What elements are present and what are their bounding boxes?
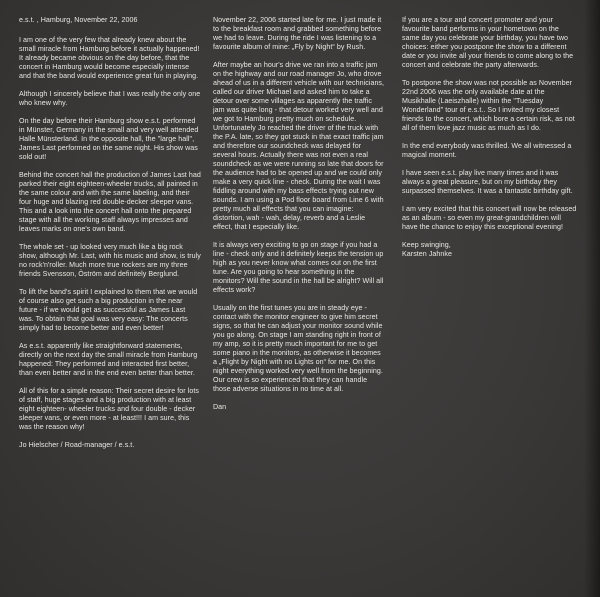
column-jo-hielscher: [19, 16, 201, 450]
paragraph: The whole set - up looked very much like a big rock show, although Mr. Last, with his music and show, is truly no rock'n'roller. Much more true rockers are my three friends Svensson, Öström and definitely Berglund.: [19, 243, 201, 278]
paragraph: Usually on the first tunes you are in steady eye - contact with the monitor engineer to give him secret signs, so that he can adjust your monitor sound while you go along. On stage I am standing right in front of my amp, so it is pretty much important for me to get some piano in the monitors, as otherwise it becomes a „Flight by Night with no Lights on“ for me. On this night everything worked very well from the beginning. Our crew is so experienced that they can handle those adverse situations in no time at all.: [213, 304, 383, 393]
paragraph: I have seen e.s.t. play live many times and it was always a great pleasure, but on my birthday they surpassed themselves. It was a fantastic birthday gift.: [402, 169, 573, 195]
author-signoff: [402, 241, 577, 259]
paragraph: If you are a tour and concert promoter and your favourite band performs in your hometown on the same day you celebrate your birthday, you have two choices: either you postpone the show to a different date or you invite all your friends to come along to the concert and celebrate the party afterwards.: [402, 16, 574, 69]
paragraph: On the day before their Hamburg show e.s.t. performed in Münster, Germany in the small and very well attended Halle Münsterland. In the opposite hall, the "large hall", James Last performed on the same night. His show was sold out!: [19, 117, 199, 161]
paragraph: To postpone the show was not possible as November 22nd 2006 was the only available date at the Musikhalle (Laeiszhalle) within the "Tuesday Wonderland" tour of e.s.t.. So I invited my closest friends to the concert, which bore a certain risk, as not all of them love jazz music as much as I do.: [402, 79, 575, 132]
paragraph: November 22, 2006 started late for me. I just made it to the breakfast room and grabbed something before we had to leave. During the ride I was listening to a favourite album of mine: „Fly by Night“ by Rush.: [213, 16, 382, 51]
author-signoff: Dan: [213, 403, 227, 411]
page-header: e.s.t. , Hamburg, November 22, 2006: [19, 16, 138, 24]
column-dan: [213, 16, 385, 412]
paragraph: Although I sincerely believe that I was really the only one who knew why.: [19, 90, 201, 107]
paragraph: It is always very exciting to go on stage if you had a line - check only and it definitely keeps the tension up high as you never know what comes out on the first tune. Are you going to hear something in the monitors? Will the sound in the hall be alright? Will all effects work?: [213, 241, 384, 294]
author-signoff: Jo Hielscher / Road-manager / e.s.t.: [19, 441, 135, 449]
page-edge-shadow: [584, 0, 600, 597]
column-karsten-jahnke: [402, 16, 577, 259]
signoff-name: Karsten Jahnke: [402, 250, 452, 258]
paragraph: To lift the band's spirit I explained to them that we would of course also get such a big production in the near future - if we would get as successful as James Last was. To obtain that goal was very easy: The concerts simply had to become better and even better!: [19, 288, 198, 332]
paragraph: I am one of the very few that already knew about the small miracle from Hamburg before it actually happened! It already became obvious on the day before, that the concert in Hamburg would become especially intense and that the band would experience great fun in playing.: [19, 36, 200, 80]
paragraph: All of this for a simple reason: Their secret desire for lots of staff, huge stages and a big production with at least eight eighteen- wheeler trucks and four double - decker sleeper vans, or even more - at least!!! I am sure, this was the reason why!: [19, 387, 199, 431]
signoff-greeting: Keep swinging,: [402, 241, 451, 249]
paragraph: I am very excited that this concert will now be released as an album - so even my great-grandchildren will have the chance to enjoy this exceptional evening!: [402, 205, 577, 231]
paragraph: As e.s.t. apparently like straightforward statements, directly on the next day the small miracle from Hamburg happened: They performed and interacted first better, than even better and in the end even better than better.: [19, 342, 198, 377]
paragraph: In the end everybody was thrilled. We all witnessed a magical moment.: [402, 142, 572, 159]
paragraph: After maybe an hour's drive we ran into a traffic jam on the highway and our road manager Jo, who drove ahead of us in a different vehicle with our technicians, called our driver Michael and asked him to take a detour over some villages as apparently the traffic jam was quite long - that detour worked very well and we got to Hamburg pretty much on schedule. Unfortunately Jo reached the driver of the truck with the P.A. late, so they got stuck in that exact traffic jam and therefore our soundcheck was delayed for several hours. Actually there was not even a real soundcheck as we were running so late that doors for the audience had to be opened up and we could only make a very quick line - check. During the wait I was fiddling around with my bass effects trying out new sounds. I am using a Pod floor board from Line 6 with pretty much all effects that you can imagine: distortion, wah - wah, delay, reverb and a Leslie effect, that I especially like.: [213, 61, 385, 231]
paragraph: Behind the concert hall the production of James Last had parked their eight eighteen-wheeler trucks, all painted in the same colour and with the same labeling, and their four huge and blazing red double-decker sleeper vans. This and a look into the concert hall onto the prepared stage with all the working staff always impresses and leaves marks on one's own band.: [19, 171, 201, 233]
